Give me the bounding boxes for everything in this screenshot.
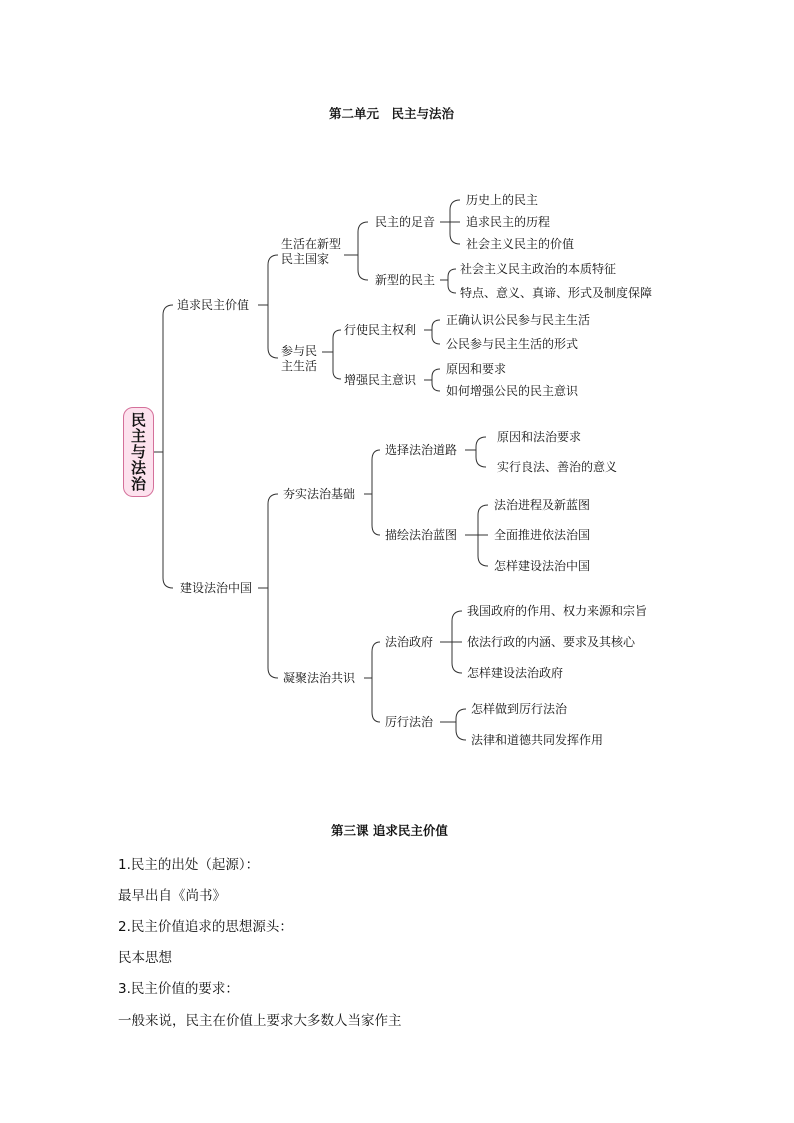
node-canyu-minzhu-line2: 主生活 [281,359,318,373]
node-yuanyin-fazhi-yaoqiu: 原因和法治要求 [497,430,582,444]
node-xingshi-quanli: 行使民主权利 [344,323,417,337]
node-quanmian-tuijin: 全面推进依法治国 [494,528,591,542]
node-xuanze-daolu: 选择法治道路 [385,443,458,457]
mind-map-nodes [177,192,652,747]
node-xinxing-minzhu: 新型的民主 [375,273,436,287]
node-falv-daode: 法律和道德共同发挥作用 [471,733,604,747]
node-tedian-yiyi: 特点、意义、真谛、形式及制度保障 [460,286,653,300]
lesson-line: 2.民主价值追求的思想源头： [118,919,293,935]
node-fazhi-jincheng: 法治进程及新蓝图 [494,498,591,512]
node-shixing-liangfa: 实行良法、善治的意义 [497,460,618,474]
node-zhengfu-zuoyong: 我国政府的作用、权力来源和宗旨 [467,604,648,618]
node-lixing-fazhi: 厉行法治 [385,715,434,729]
lesson-line: 3.民主价值的要求： [118,981,239,997]
node-yuanyin-yaoqiu: 原因和要求 [446,362,507,376]
node-zengqiang-yishi: 增强民主意识 [344,373,417,387]
lesson-line: 1.民主的出处（起源）： [118,857,260,873]
connector-lines [154,200,488,740]
node-canyu-minzhu-line1: 参与民 [281,344,318,358]
node-ningju-gongshi: 凝聚法治共识 [283,671,356,685]
node-canyu-xingshi: 公民参与民主生活的形式 [446,337,579,351]
node-miaohui-lantu: 描绘法治蓝图 [385,528,458,542]
node-fazhi-zhengfu: 法治政府 [385,635,434,649]
node-shehuizhuyi-jiazhi: 社会主义民主的价值 [466,237,575,251]
lesson-title: 第三课 追求民主价值 [331,823,448,838]
node-zenyang-zuodao: 怎样做到厉行法治 [471,702,568,716]
node-yifa-xingzheng: 依法行政的内涵、要求及其核心 [467,635,636,649]
node-ruhe-zengqiang: 如何增强公民的民主意识 [446,384,579,398]
node-shenghuo-xinxing-line2: 民主国家 [281,252,330,266]
root-label: 民主与法治 [129,412,147,492]
node-zenyang-jianshe-zhengfu: 怎样建设法治政府 [467,666,564,680]
node-hangshi-jichu: 夯实法治基础 [283,487,356,501]
node-zhengque-renshi: 正确认识公民参与民主生活 [446,313,591,327]
node-minzhu-zuyin: 民主的足音 [375,215,436,229]
unit-title: 第二单元 民主与法治 [329,106,455,121]
node-zenyang-jianshe-zhongguo: 怎样建设法治中国 [494,559,591,573]
lesson-line: 最早出自《尚书》 [118,888,226,904]
node-zhuiqiu-minzhu-jiazhi: 追求民主价值 [177,298,250,312]
node-lishi-minzhu: 历史上的民主 [466,193,539,207]
mind-map-root [123,407,154,497]
node-zhuiqiu-licheng: 追求民主的历程 [466,215,551,229]
lesson-line: 一般来说，民主在价值上要求大多数人当家作主 [118,1013,402,1029]
node-jianshe-fazhi-zhongguo: 建设法治中国 [180,581,253,595]
node-shenghuo-xinxing-line1: 生活在新型 [281,237,342,251]
node-benzhi-tezheng: 社会主义民主政治的本质特征 [460,262,617,276]
lesson-line: 民本思想 [118,950,172,966]
